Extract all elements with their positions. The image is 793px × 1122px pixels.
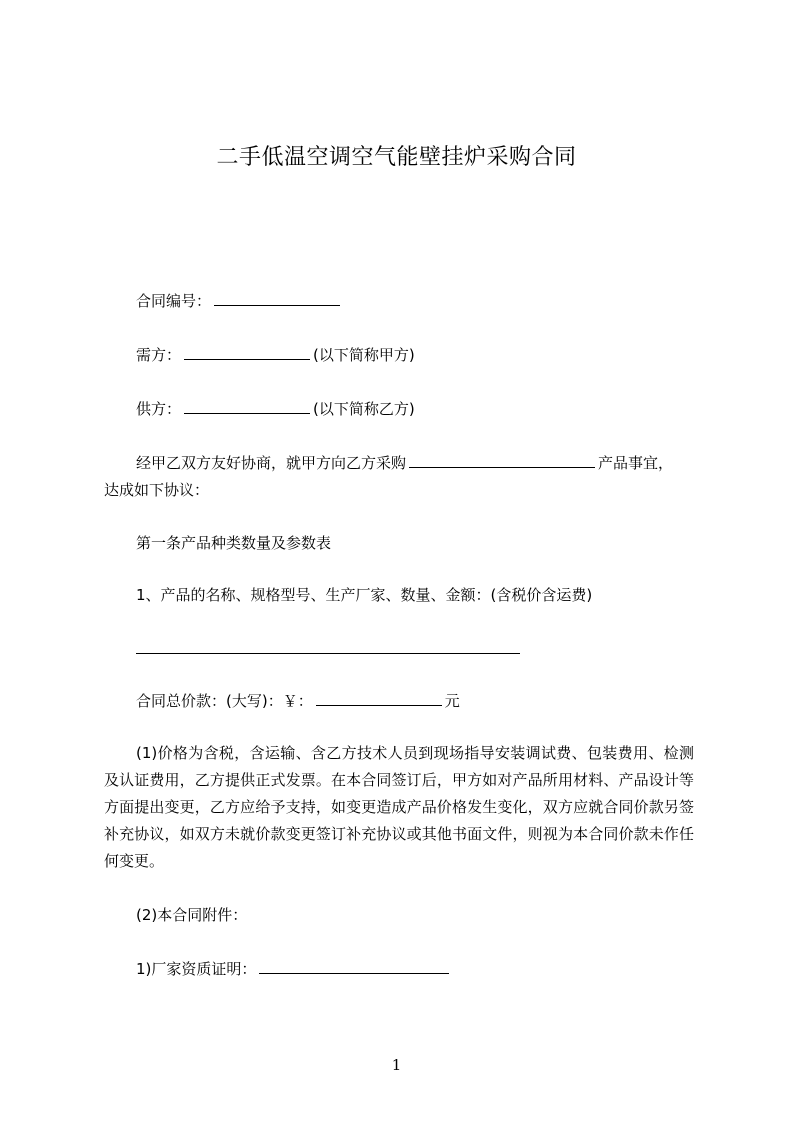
supplier-suffix: (以下简称乙方) — [313, 400, 415, 418]
page-number: 1 — [391, 1056, 402, 1074]
supplier-blank — [184, 399, 310, 414]
intro-suffix: 产品事宜， — [598, 454, 674, 472]
intro-prefix: 经甲乙双方友好协商，就甲方向乙方采购 — [136, 454, 407, 472]
attachment1-line — [136, 959, 452, 979]
buyer-suffix: (以下简称甲方) — [313, 346, 415, 364]
attachment1-blank — [259, 959, 449, 974]
item1-text: 1、产品的名称、规格型号、生产厂家、数量、金额：(含税价含运费) — [136, 586, 593, 604]
buyer-line — [136, 345, 415, 365]
supplier-label: 供方： — [136, 400, 182, 418]
document-title: 二手低温空调空气能壁挂炉采购合同 — [216, 145, 577, 170]
total-price-line — [136, 691, 460, 711]
product-details-blank — [136, 653, 520, 654]
clause2-text: (2)本合同附件： — [136, 906, 248, 924]
buyer-label: 需方： — [136, 346, 182, 364]
contract-number-blank — [214, 291, 340, 306]
contract-number-label: 合同编号： — [136, 292, 212, 310]
supplier-line — [136, 399, 415, 419]
total-price-blank — [316, 691, 442, 706]
article1-heading: 第一条产品种类数量及参数表 — [136, 534, 332, 552]
intro-paragraph — [104, 450, 694, 504]
buyer-blank — [184, 345, 310, 360]
total-price-unit: 元 — [444, 692, 460, 710]
clause1-text: (1)价格为含税，含运输、含乙方技术人员到现场指导安装调试费、包装费用、检测及认证费用，乙方提供正式发票。在本合同签订后，甲方如对产品所用材料、产品设计等方面提出变更，乙方应给予支持，如变更造成产品价格发生变化，双方应就合同价款另签补充协议，如双方未就价款变更签订补充协议或其他书面文件，则视为本合同价款未作任何变更。 — [104, 744, 694, 870]
attachment1-label: 1)厂家资质证明： — [136, 960, 257, 978]
total-price-label: 合同总价款：(大写)：￥： — [136, 692, 313, 710]
contract-number-line — [136, 291, 343, 311]
clause1-paragraph — [104, 740, 694, 875]
product-blank — [409, 453, 595, 468]
intro-continuation: 达成如下协议： — [104, 481, 210, 499]
